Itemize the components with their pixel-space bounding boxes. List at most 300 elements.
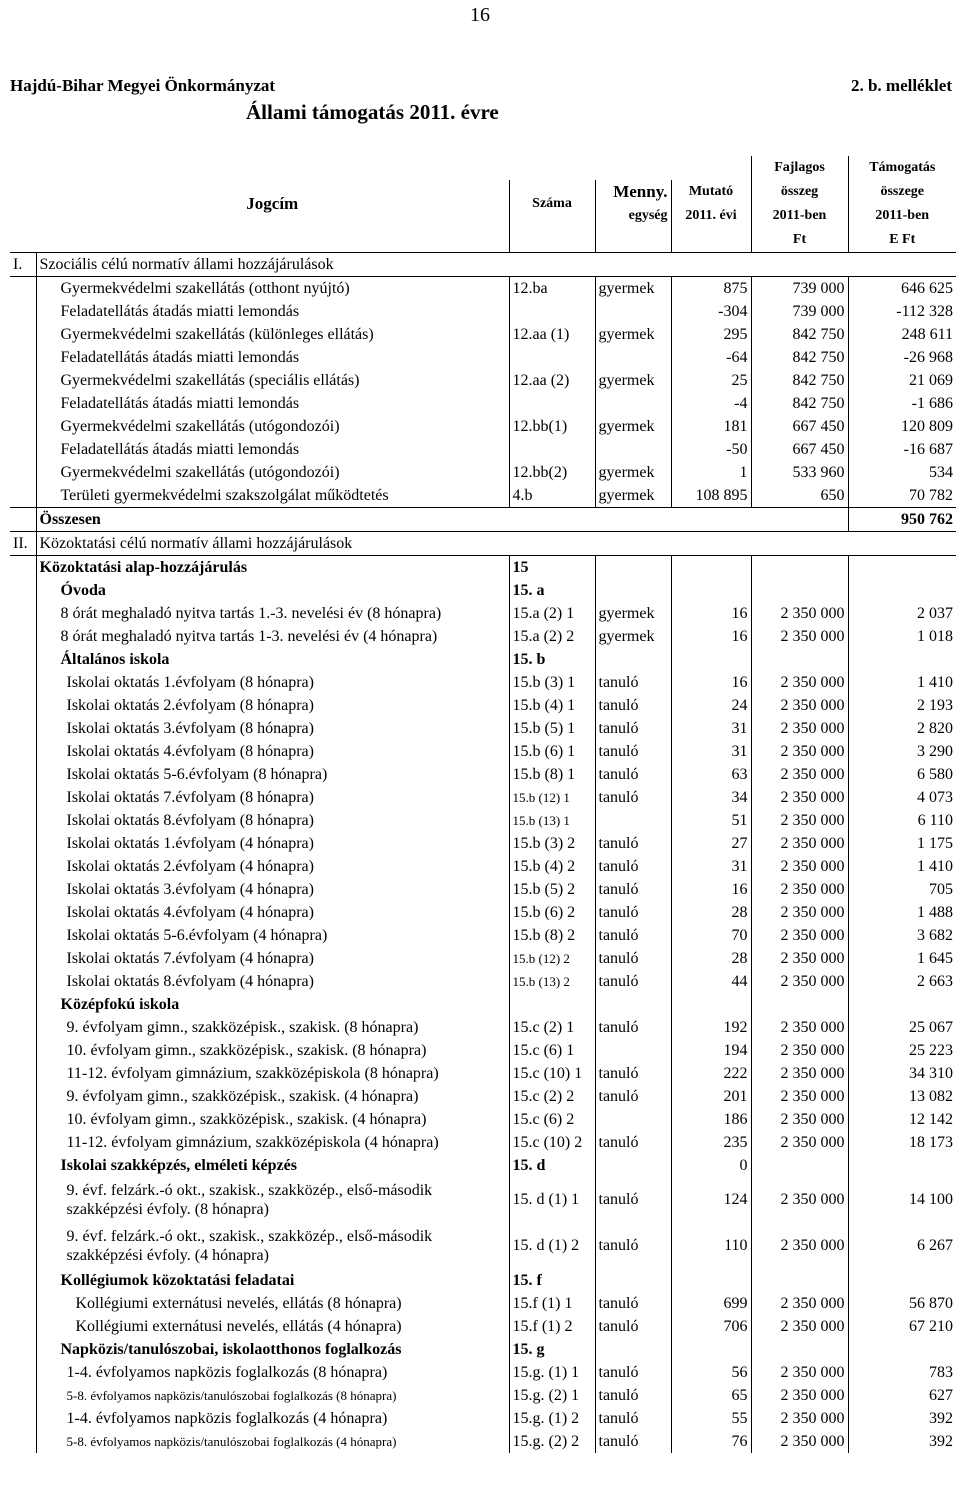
table-row [10,970,956,993]
row-unit: tanuló [595,1062,671,1085]
row-code: 15.b (3) 1 [509,671,595,694]
row-indicator: 16 [671,878,751,901]
row-support: 67 210 [848,1315,956,1338]
row-unit: tanuló [595,1430,671,1453]
row-unit: tanuló [595,1131,671,1154]
row-unit: tanuló [595,1384,671,1407]
row-indicator: -304 [671,300,751,323]
row-support: 25 223 [848,1039,956,1062]
row-indicator: 28 [671,901,751,924]
group-rate [751,648,848,671]
row-indicator: -4 [671,392,751,415]
row-unit-rate: 2 350 000 [751,1430,848,1453]
table-row [10,1085,956,1108]
row-num-cell [10,625,36,648]
group-code [509,993,595,1016]
group-rate [751,1154,848,1177]
total-row [10,508,956,532]
row-num-cell [10,809,36,832]
row-unit: gyermek [595,602,671,625]
row-support: 18 173 [848,1131,956,1154]
group-rate [751,1269,848,1292]
table-row [10,1407,956,1430]
row-label: Iskolai oktatás 5-6.évfolyam (8 hónapra) [36,763,509,786]
row-indicator: 124 [671,1177,751,1223]
table-row [10,878,956,901]
row-unit-rate: 2 350 000 [751,832,848,855]
group-indicator [671,1338,751,1361]
row-indicator: 192 [671,1016,751,1039]
row-indicator: 27 [671,832,751,855]
row-indicator: 25 [671,369,751,392]
table-row [10,1177,956,1223]
row-label: 10. évfolyam gimn., szakközépisk., szakisk. (4 hónapra) [36,1108,509,1131]
table-row [10,671,956,694]
col-header-ft: Ft [751,228,848,253]
row-num-cell [10,602,36,625]
row-code: 12.ba [509,277,595,301]
row-unit: tanuló [595,786,671,809]
row-code: 15.c (10) 1 [509,1062,595,1085]
row-unit: tanuló [595,1292,671,1315]
row-unit: gyermek [595,369,671,392]
section-number: II. [10,532,36,556]
row-code: 15. d (1) 1 [509,1177,595,1223]
table-row [10,438,956,461]
row-label: Feladatellátás átadás miatti lemondás [36,346,509,369]
group-indicator [671,579,751,602]
row-support: 248 611 [848,323,956,346]
col-header-jogcim: Jogcím [246,194,299,213]
row-label: 10. évfolyam gimn., szakközépisk., szakisk. (8 hónapra) [36,1039,509,1062]
table-row [10,346,956,369]
row-code: 15.b (8) 1 [509,763,595,786]
row-num-cell [10,1407,36,1430]
group-label: Középfokú iskola [36,993,509,1016]
row-indicator: 31 [671,717,751,740]
row-code: 15.b (8) 2 [509,924,595,947]
row-label: 11-12. évfolyam gimnázium, szakközépiskola (8 hónapra) [36,1062,509,1085]
row-label: Kollégiumi externátusi nevelés, ellátás (8 hónapra) [36,1292,509,1315]
group-unit [595,993,671,1016]
row-indicator: 16 [671,625,751,648]
row-label: Iskolai oktatás 1.évfolyam (4 hónapra) [36,832,509,855]
row-code: 15. d (1) 2 [509,1223,595,1269]
table-row [10,1108,956,1131]
group-indicator [671,556,751,580]
row-label: 9. évfolyam gimn., szakközépisk., szakisk. (8 hónapra) [36,1016,509,1039]
row-support: 6 580 [848,763,956,786]
row-num-cell [10,392,36,415]
row-unit [595,809,671,832]
table-row [10,1315,956,1338]
table-row [10,1131,956,1154]
row-indicator: 699 [671,1292,751,1315]
row-unit-rate: 739 000 [751,277,848,301]
row-support: 6 110 [848,809,956,832]
row-num-cell [10,1315,36,1338]
row-num-cell [10,1223,36,1269]
row-label: Iskolai oktatás 3.évfolyam (4 hónapra) [36,878,509,901]
total-label: Összesen [36,508,848,532]
group-rate [751,556,848,580]
row-num-cell [10,924,36,947]
group-support [848,1154,956,1177]
header-row-2 [10,180,956,204]
row-unit-rate: 2 350 000 [751,1315,848,1338]
row-support: 13 082 [848,1085,956,1108]
row-unit-rate: 2 350 000 [751,1062,848,1085]
row-indicator: 201 [671,1085,751,1108]
row-label: Területi gyermekvédelmi szakszolgálat működtetés [36,484,509,508]
row-num-cell [10,1177,36,1223]
group-support [848,1269,956,1292]
table-row [10,763,956,786]
col-header-ben2011-a: 2011-ben [751,204,848,228]
row-num-cell [10,1108,36,1131]
table-row [10,1039,956,1062]
row-unit-rate: 2 350 000 [751,740,848,763]
row-indicator: 706 [671,1315,751,1338]
row-support: 21 069 [848,369,956,392]
row-num-cell [10,277,36,301]
row-unit-rate: 2 350 000 [751,671,848,694]
row-label: Gyermekvédelmi szakellátás (különleges ellátás) [36,323,509,346]
row-unit-rate: 2 350 000 [751,1223,848,1269]
table-row [10,277,956,301]
row-num-cell [10,671,36,694]
row-unit-rate: 2 350 000 [751,947,848,970]
row-code: 15.b (5) 2 [509,878,595,901]
row-support: -26 968 [848,346,956,369]
row-support: -1 686 [848,392,956,415]
row-indicator: 235 [671,1131,751,1154]
col-header-tamogatas: Támogatás [848,156,956,180]
row-support: 6 267 [848,1223,956,1269]
table-row [10,461,956,484]
table-row [10,786,956,809]
row-support: 56 870 [848,1292,956,1315]
row-num-cell [10,1361,36,1384]
col-header-osszeg: összeg [751,180,848,204]
row-num-cell [10,1292,36,1315]
group-indicator [671,648,751,671]
row-unit-rate: 2 350 000 [751,1292,848,1315]
row-code: 15.b (13) 1 [509,809,595,832]
row-support: 627 [848,1384,956,1407]
section-title: Szociális célú normatív állami hozzájárulások [36,253,956,277]
row-label: 9. évf. felzárk.-ó okt., szakisk., szakközép., első-második szakképzési évfoly. (4 hónapra) [36,1223,509,1269]
row-unit: tanuló [595,763,671,786]
row-code: 12.bb(1) [509,415,595,438]
row-code: 15.g. (1) 2 [509,1407,595,1430]
row-label: Iskolai oktatás 7.évfolyam (8 hónapra) [36,786,509,809]
row-indicator: 16 [671,602,751,625]
row-unit: tanuló [595,947,671,970]
table-row [10,694,956,717]
row-label: Feladatellátás átadás miatti lemondás [36,300,509,323]
table-row [10,1016,956,1039]
row-unit-rate: 533 960 [751,461,848,484]
row-unit-rate: 667 450 [751,438,848,461]
row-unit-rate: 2 350 000 [751,602,848,625]
group-support [848,993,956,1016]
row-num-cell [10,832,36,855]
row-label: 8 órát meghaladó nyitva tartás 1.-3. nevelési év (8 hónapra) [36,602,509,625]
row-unit-rate: 2 350 000 [751,970,848,993]
group-code: 15. a [509,579,595,602]
row-code [509,438,595,461]
group-ovoda [10,579,956,602]
group-indicator [671,993,751,1016]
row-num-cell [10,1338,36,1361]
group-unit [595,648,671,671]
row-unit-rate: 2 350 000 [751,625,848,648]
row-support: 34 310 [848,1062,956,1085]
row-indicator: 222 [671,1062,751,1085]
group-unit [595,1154,671,1177]
group-kozepfoku-iskola [10,993,956,1016]
row-unit-rate: 842 750 [751,346,848,369]
row-support: 2 037 [848,602,956,625]
table-row [10,300,956,323]
row-label: Iskolai oktatás 3.évfolyam (8 hónapra) [36,717,509,740]
row-unit: tanuló [595,1315,671,1338]
row-unit-rate: 2 350 000 [751,717,848,740]
row-label: Gyermekvédelmi szakellátás (speciális ellátás) [36,369,509,392]
row-code: 15.f (1) 2 [509,1315,595,1338]
group-indicator [671,1269,751,1292]
row-code: 15.c (6) 1 [509,1039,595,1062]
row-indicator: -50 [671,438,751,461]
row-indicator: 186 [671,1108,751,1131]
row-code: 15.b (13) 2 [509,970,595,993]
table-row [10,901,956,924]
row-indicator: 24 [671,694,751,717]
row-unit-rate: 2 350 000 [751,878,848,901]
row-support: 783 [848,1361,956,1384]
organization-name: Hajdú-Bihar Megyei Önkormányzat [10,76,276,95]
row-indicator: 31 [671,855,751,878]
group-rate [751,993,848,1016]
row-support: 3 290 [848,740,956,763]
col-header-osszege: összege [848,180,956,204]
row-num-cell [10,323,36,346]
row-unit: tanuló [595,740,671,763]
row-label: 5-8. évfolyamos napközis/tanulószobai foglalkozás (4 hónapra) [36,1430,509,1453]
row-support: 534 [848,461,956,484]
group-szakkepzes [10,1154,956,1177]
page-number: 16 [470,4,490,26]
row-num-cell [10,648,36,671]
row-num-cell [10,878,36,901]
group-label: Kollégiumok közoktatási feladatai [36,1269,509,1292]
row-num-cell [10,993,36,1016]
row-code: 15.b (6) 2 [509,901,595,924]
row-unit-rate: 667 450 [751,415,848,438]
row-unit: gyermek [595,484,671,508]
row-code: 15.b (12) 2 [509,947,595,970]
row-label: Iskolai oktatás 8.évfolyam (8 hónapra) [36,809,509,832]
row-num-cell [10,1384,36,1407]
row-indicator: 181 [671,415,751,438]
row-support: 392 [848,1407,956,1430]
header-row-4 [10,228,956,253]
row-unit-rate: 2 350 000 [751,694,848,717]
row-num-cell [10,579,36,602]
group-code: 15. f [509,1269,595,1292]
table-row [10,1223,956,1269]
row-code: 15.g. (1) 1 [509,1361,595,1384]
row-unit [595,346,671,369]
row-support: 646 625 [848,277,956,301]
row-code: 15.c (10) 2 [509,1131,595,1154]
group-code: 15. d [509,1154,595,1177]
row-unit-rate: 2 350 000 [751,809,848,832]
section-number: I. [10,253,36,277]
row-unit: tanuló [595,855,671,878]
group-unit [595,1338,671,1361]
group-label: Közoktatási alap-hozzájárulás [36,556,509,580]
table-row [10,1292,956,1315]
row-support: 120 809 [848,415,956,438]
row-unit [595,300,671,323]
row-num-cell [10,740,36,763]
row-indicator: 70 [671,924,751,947]
row-label: Iskolai oktatás 4.évfolyam (4 hónapra) [36,901,509,924]
col-header-fajlagos: Fajlagos [751,156,848,180]
group-code: 15. b [509,648,595,671]
group-label: Iskolai szakképzés, elméleti képzés [36,1154,509,1177]
table-body [10,156,956,1453]
group-label: Óvoda [36,579,509,602]
group-label: Napközis/tanulószobai, iskolaotthonos foglalkozás [36,1338,509,1361]
col-header-mutato: Mutató [671,180,751,204]
row-unit-rate: 2 350 000 [751,855,848,878]
col-header-eft: E Ft [848,228,956,253]
row-indicator: 65 [671,1384,751,1407]
group-unit [595,1269,671,1292]
row-code: 15.b (4) 2 [509,855,595,878]
table-row [10,1062,956,1085]
row-support: 1 410 [848,671,956,694]
row-code [509,346,595,369]
row-num-cell [10,694,36,717]
section-1-heading [10,253,956,277]
group-kollegium [10,1269,956,1292]
row-support: -112 328 [848,300,956,323]
section-2-heading [10,532,956,556]
row-unit-rate: 2 350 000 [751,1384,848,1407]
row-num-cell [10,346,36,369]
group-napkozis [10,1338,956,1361]
row-num-cell [10,947,36,970]
row-unit: gyermek [595,323,671,346]
row-support: 14 100 [848,1177,956,1223]
row-unit: tanuló [595,1223,671,1269]
row-unit [595,438,671,461]
group-rate [751,1338,848,1361]
header-row-1 [10,156,956,180]
row-indicator: 56 [671,1361,751,1384]
row-num-cell [10,970,36,993]
row-unit: tanuló [595,1407,671,1430]
row-unit: tanuló [595,1177,671,1223]
group-support [848,579,956,602]
row-unit: tanuló [595,878,671,901]
row-support: 3 682 [848,924,956,947]
table-row [10,625,956,648]
group-support [848,1338,956,1361]
table-row [10,1430,956,1453]
col-header-ev2011: 2011. évi [671,204,751,228]
group-code: 15. g [509,1338,595,1361]
row-label: Kollégiumi externátusi nevelés, ellátás (4 hónapra) [36,1315,509,1338]
row-num-cell [10,786,36,809]
table-row [10,484,956,508]
row-code: 15.f (1) 1 [509,1292,595,1315]
group-rate [751,579,848,602]
row-num-cell [10,461,36,484]
row-label: 1-4. évfolyamos napközis foglalkozás (4 hónapra) [36,1407,509,1430]
row-label: Gyermekvédelmi szakellátás (otthont nyújtó) [36,277,509,301]
row-code: 15.c (2) 2 [509,1085,595,1108]
table-row [10,947,956,970]
row-num-cell [10,855,36,878]
row-indicator: 63 [671,763,751,786]
row-label: Iskolai oktatás 1.évfolyam (8 hónapra) [36,671,509,694]
col-header-egyseg: egység [595,204,671,228]
row-support: 2 193 [848,694,956,717]
group-support [848,648,956,671]
row-unit-rate: 2 350 000 [751,786,848,809]
row-unit: tanuló [595,671,671,694]
row-unit: tanuló [595,694,671,717]
table-row [10,809,956,832]
row-unit-rate: 842 750 [751,369,848,392]
row-unit: tanuló [595,1085,671,1108]
document-title: Állami támogatás 2011. évre [246,100,499,124]
row-label: Iskolai oktatás 4.évfolyam (8 hónapra) [36,740,509,763]
row-code: 4.b [509,484,595,508]
table-row [10,1384,956,1407]
row-code: 15.c (6) 2 [509,1108,595,1131]
row-unit-rate: 650 [751,484,848,508]
row-code: 15.g. (2) 2 [509,1430,595,1453]
row-support: 2 820 [848,717,956,740]
row-num-cell [10,763,36,786]
table-row [10,392,956,415]
table-row [10,832,956,855]
row-unit-rate: 2 350 000 [751,1039,848,1062]
table-row [10,924,956,947]
row-unit [595,392,671,415]
group-unit [595,556,671,580]
row-support: 2 663 [848,970,956,993]
row-num-cell [10,1269,36,1292]
row-support: 25 067 [848,1016,956,1039]
row-code: 15.b (6) 1 [509,740,595,763]
row-unit-rate: 2 350 000 [751,1407,848,1430]
row-label: Gyermekvédelmi szakellátás (utógondozói) [36,461,509,484]
group-unit [595,579,671,602]
row-label: 11-12. évfolyam gimnázium, szakközépiskola (4 hónapra) [36,1131,509,1154]
row-support: 1 645 [848,947,956,970]
row-indicator: 28 [671,947,751,970]
row-num-cell [10,1085,36,1108]
row-label: Iskolai oktatás 5-6.évfolyam (4 hónapra) [36,924,509,947]
row-code: 15.b (12) 1 [509,786,595,809]
